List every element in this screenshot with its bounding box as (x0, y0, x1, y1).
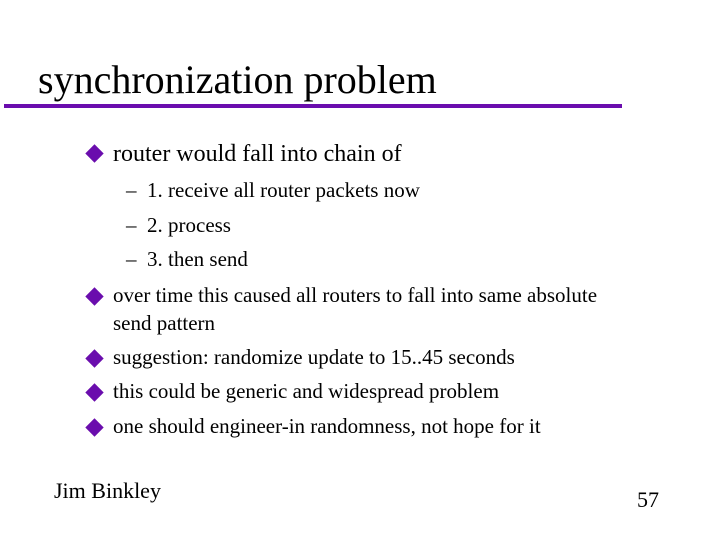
bullet-text-line: send pattern (113, 311, 216, 335)
page-number: 57 (637, 487, 659, 512)
diamond-bullet-icon (85, 349, 103, 367)
dash-marker: – (126, 247, 137, 271)
bullet-text-line: over time this caused all routers to fall into same absolute (113, 283, 598, 307)
sub-bullet-text: 1. receive all router packets now (147, 178, 420, 202)
sub-bullet-text: 2. process (147, 213, 231, 237)
slide-title: synchronization problem (38, 57, 437, 102)
dash-marker: – (126, 178, 137, 202)
diamond-bullet-icon (85, 383, 103, 401)
title-underline (4, 104, 622, 108)
sub-bullet-text: 3. then send (147, 247, 248, 271)
bullet-text: one should engineer-in randomness, not hope for it (113, 414, 541, 438)
footer-author: Jim Binkley (54, 478, 161, 503)
bullet-text: router would fall into chain of (113, 141, 402, 167)
dash-marker: – (126, 213, 137, 237)
bullet-text: suggestion: randomize update to 15..45 seconds (113, 345, 515, 369)
bullet-text: this could be generic and widespread problem (113, 379, 500, 403)
diamond-bullet-icon (85, 144, 103, 162)
diamond-bullet-icon (85, 287, 103, 305)
diamond-bullet-icon (85, 418, 103, 436)
